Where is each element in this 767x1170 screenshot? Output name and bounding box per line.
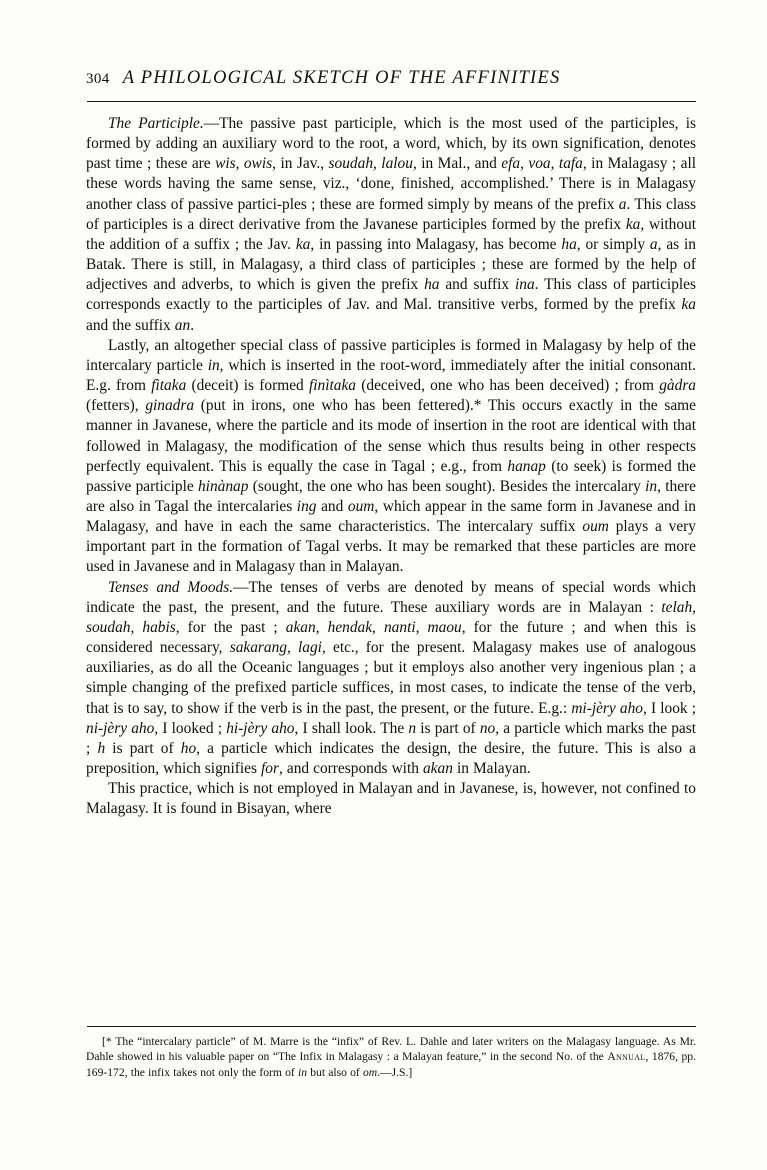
footnote-italic-om: om	[362, 1065, 378, 1079]
footnote-italic-in: in	[298, 1065, 308, 1079]
footnote-rule	[87, 1026, 696, 1027]
body-text	[86, 114, 696, 819]
footnote-body-2: , 1876, pp. 169-172, the infix takes not only the form of	[86, 1050, 696, 1079]
paragraph-bisayan: This practice, which is not employed in Malayan and in Javanese, is, however, not confined to Malagasy. It is found in Bisayan, where	[86, 780, 696, 818]
footnote-signature: .—J.S.]	[377, 1065, 413, 1079]
runin-head-tenses: Tenses and Moods.	[108, 578, 234, 596]
runin-head-participle: The Participle.	[108, 115, 204, 132]
paragraph-participle: The Participle.—The passive past participle, which is the most used of the participles, is formed by adding an auxiliary word to the root, a word, which, by its own signification, denotes past time ; these are wis, owis, in Jav., soudah, lalou, in Mal., and efa, voa, tafa, in Malagasy ; all these words having the same sense, viz., ‘done, finished, accomplished.’ There is in Malagasy another class of passive partici‐ples ; these are formed simply by means of the prefix a. This class of participles is a direct derivative from the Javanese participles formed by the prefix ka, without the addition of a suffix ; the Jav. ka, in passing into Malagasy, has become ha, or simply a, as in Batak. There is still, in Malagasy, a third class of participles ; these are formed by the help of adjectives and adverbs, to which is given the prefix ha and suffix ina. This class of participles corresponds exactly to the participles of Jav. and Mal. transitive verbs, formed by the prefix ka and the suffix an.	[86, 115, 696, 334]
running-title: A PHILOLOGICAL SKETCH OF THE AFFINITIES	[122, 68, 561, 88]
page-number: 304	[86, 71, 110, 87]
footnote-marker: [*	[102, 1035, 112, 1048]
footnote-body-1: The “intercalary particle” of M. Marre is the “infix” of Rev. L. Dahle and later writers on the Malagasy language. As Mr. Dahle showed in his valuable paper on “The Infix in Malagasy : a Malayan feature,” in the second No. of the	[86, 1035, 696, 1064]
paragraph-intercalary: Lastly, an altogether special class of passive participles is formed in Malagasy by help of the intercalary particle in, which is inserted in the root-word, immediately after the initial consonant. E.g. from fìtaka (deceit) is formed finìtaka (deceived, one who has been deceived) ; from gàdra (fetters), ginadra (put in irons, one who has been fettered).* This occurs exactly in the same manner in Javanese, where the particle and its mode of insertion in the root are identical with that followed in Malagasy, the modification of the sense which thus results being in other respects perfectly equivalent. This is equally the case in Tagal ; e.g., from hanap (to seek) is formed the passive participle hinànap (sought, the one who has been sought). Besides the intercalary in, there are also in Tagal the intercalaries ing and oum, which appear in the same form in Javanese and in Malagasy, and have in each the same characteristics. The intercalary suffix oum plays a very important part in the formation of Tagal verbs. It may be remarked that these particles are more used in Javanese and in Malagasy than in Malayan.	[86, 336, 697, 576]
footnote	[86, 1034, 696, 1080]
paragraph-tenses-and-moods: Tenses and Moods.—The tenses of verbs are denoted by means of special words which indicate the past, the present, and the future. These auxiliary words are in Malayan : telah, soudah, habis, for the past ; akan, hendak, nanti, maou, for the future ; and when this is considered necessary, sakarang, lagi, etc., for the present. Malagasy makes use of analogous auxiliaries, as do all the Oceanic languages ; but it employs also another very ingenious plan ; a simple changing of the prefixed particle suffices, in most cases, to indicate the tense of the verb, that is to say, to show if the verb is in the past, the present, or the future. E.g.: mi-jèry aho, I look ; ni-jèry aho, I looked ; hi-jèry aho, I shall look. The n is part of no, a particle which marks the past ; h is part of ho, a particle which indicates the design, the desire, the future. This is also a preposition, which signifies for, and corresponds with akan in Malayan.	[86, 578, 697, 777]
running-head	[86, 68, 695, 94]
header-rule	[87, 101, 696, 102]
footnote-text	[86, 1034, 696, 1080]
footnote-periodical: Annual	[607, 1050, 646, 1064]
footnote-body-3: but also of	[307, 1065, 363, 1079]
